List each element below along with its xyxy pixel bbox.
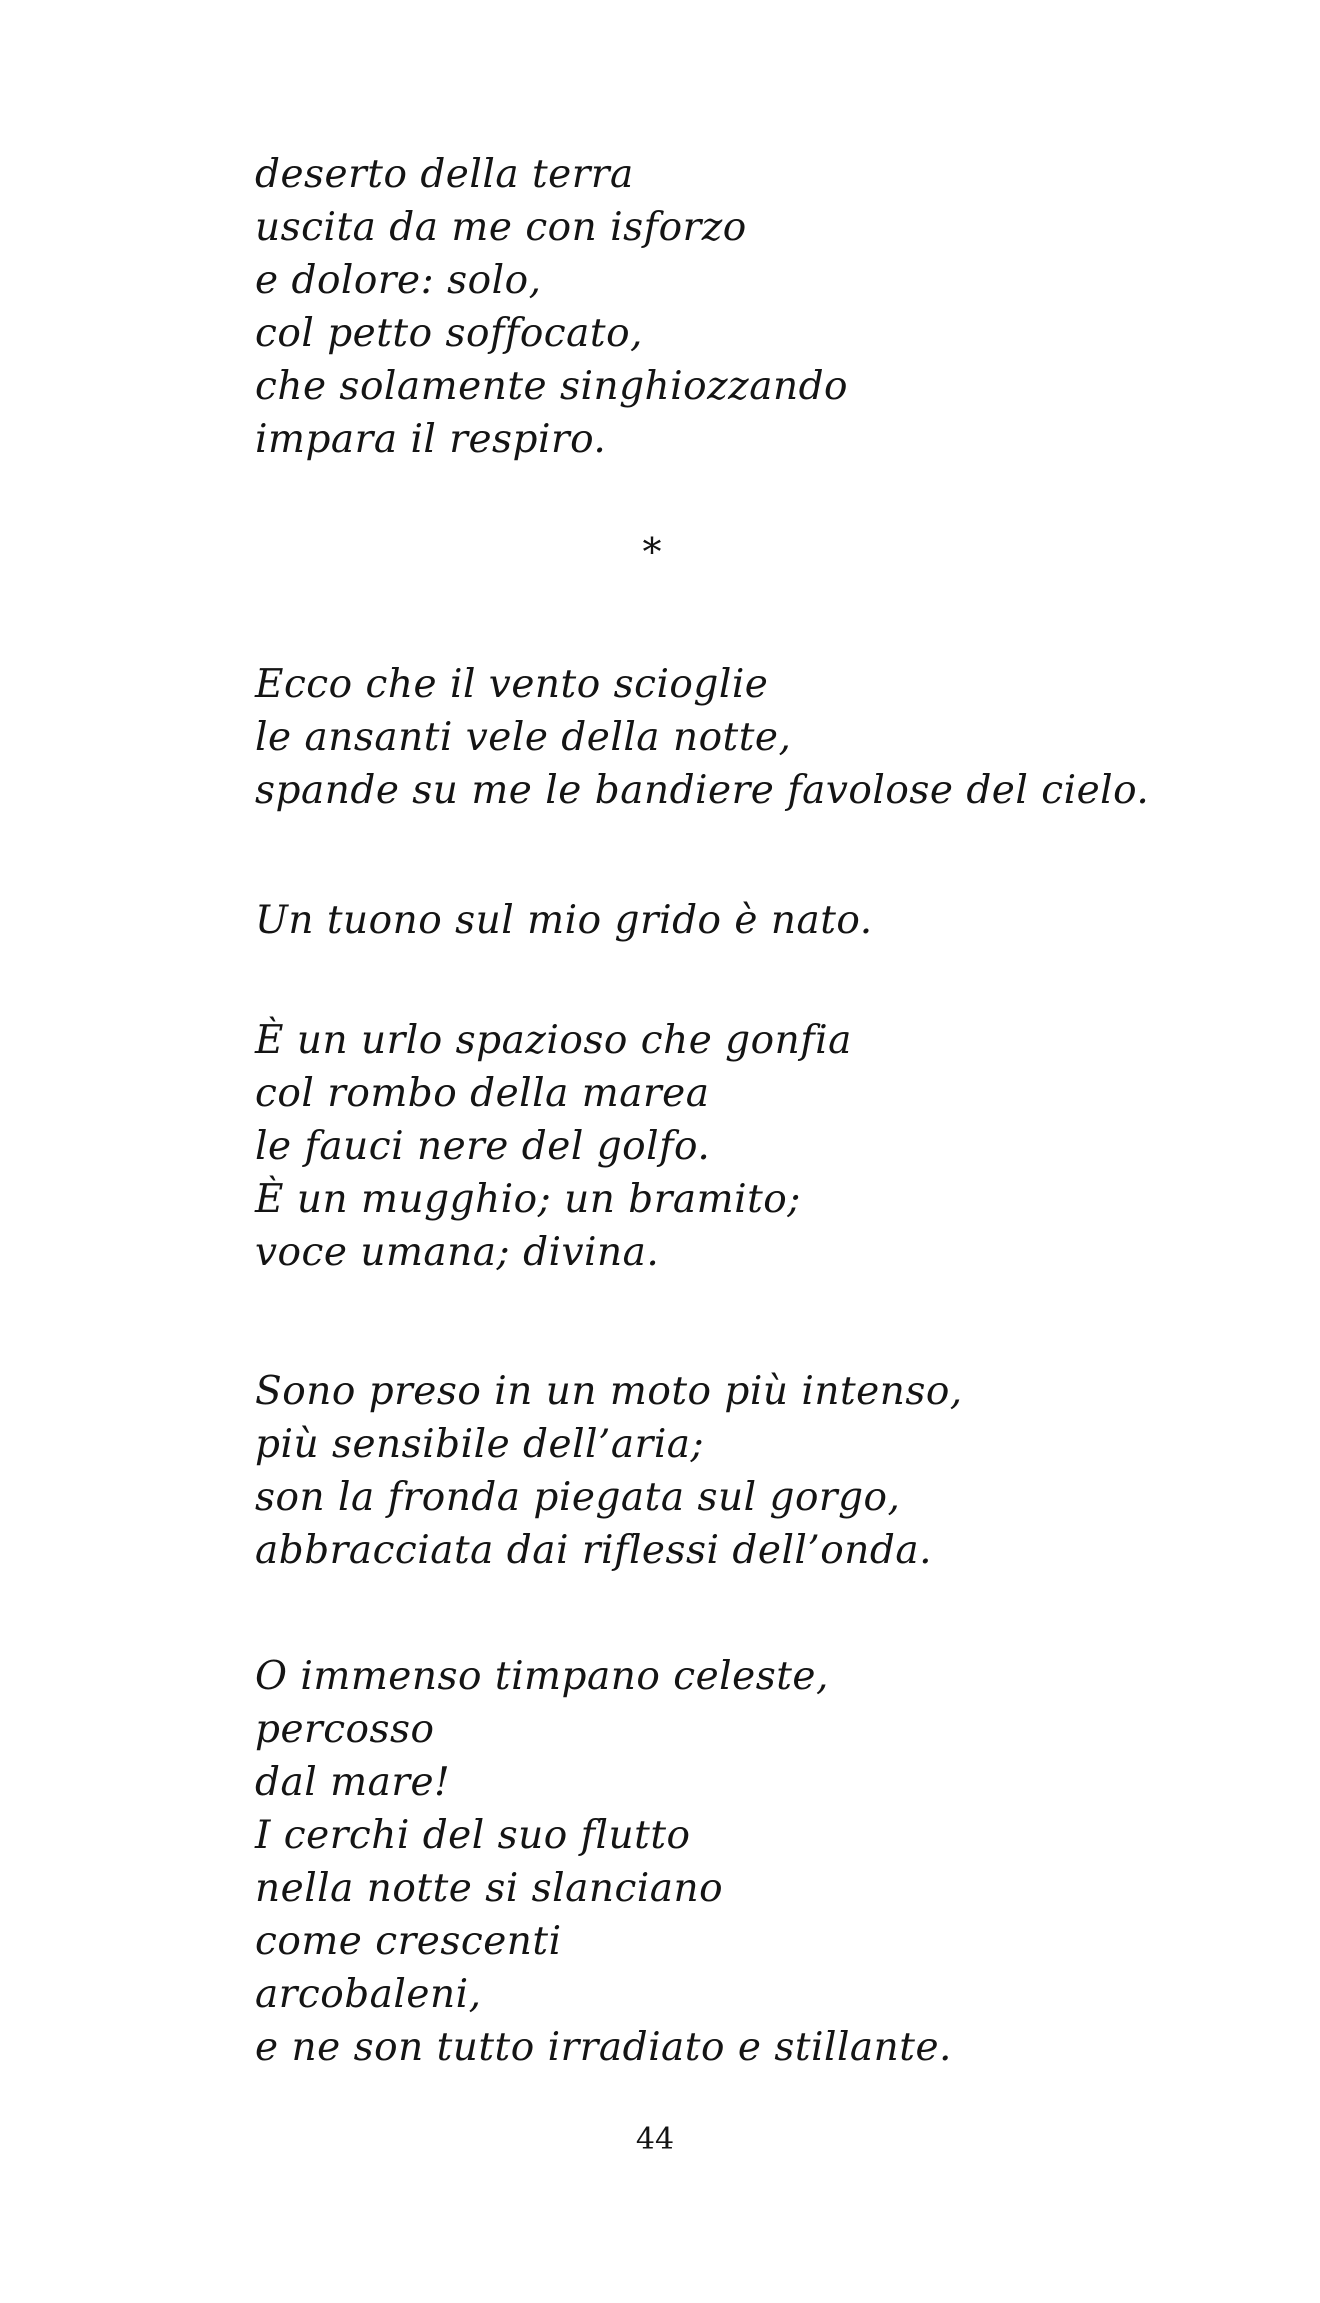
verse-line: abbracciata dai riflessi dell’onda. [255,1528,932,1573]
verse-line: col petto soffocato, [255,311,643,356]
verse-line: O immenso timpano celeste, [255,1654,829,1699]
verse-line: e dolore: solo, [255,258,542,303]
verse-line: È un mugghio; un bramito; [255,1177,801,1222]
verse-line: I cerchi del suo flutto [255,1813,691,1858]
stanza-3 [255,894,873,947]
verse-line: arcobaleni, [255,1972,482,2017]
verse-line: deserto della terra [255,152,634,197]
verse-line: più sensibile dell’aria; [255,1422,705,1467]
verse-line: le ansanti vele della notte, [255,715,792,760]
verse-line: col rombo della marea [255,1071,710,1116]
verse-line: impara il respiro. [255,417,607,462]
section-separator-asterisk: * [642,530,662,574]
verse-line: Un tuono sul mio grido è nato. [255,898,873,943]
verse-line: le fauci nere del golfo. [255,1124,711,1169]
verse-line: percosso [255,1707,435,1752]
verse-line: come crescenti [255,1919,562,1964]
stanza-6 [255,1650,952,2074]
verse-line: e ne son tutto irradiato e stillante. [255,2025,952,2070]
verse-line: dal mare! [255,1760,451,1805]
verse-line: che solamente singhiozzando [255,364,849,409]
verse-line: spande su me le bandiere favolose del cielo. [255,768,1150,813]
verse-line: Sono preso in un moto più intenso, [255,1369,963,1414]
verse-line: nella notte si slanciano [255,1866,724,1911]
stanza-4 [255,1014,852,1279]
stanza-5 [255,1365,963,1577]
stanza-2 [255,658,1149,817]
verse-line: Ecco che il vento scioglie [255,662,769,707]
verse-line: È un urlo spazioso che gonfia [255,1018,852,1063]
page-number: 44 [635,2122,675,2157]
verse-line: uscita da me con isforzo [255,205,747,250]
verse-line: son la fronda piegata sul gorgo, [255,1475,901,1520]
verse-line: voce umana; divina. [255,1230,660,1275]
stanza-1 [255,148,848,466]
